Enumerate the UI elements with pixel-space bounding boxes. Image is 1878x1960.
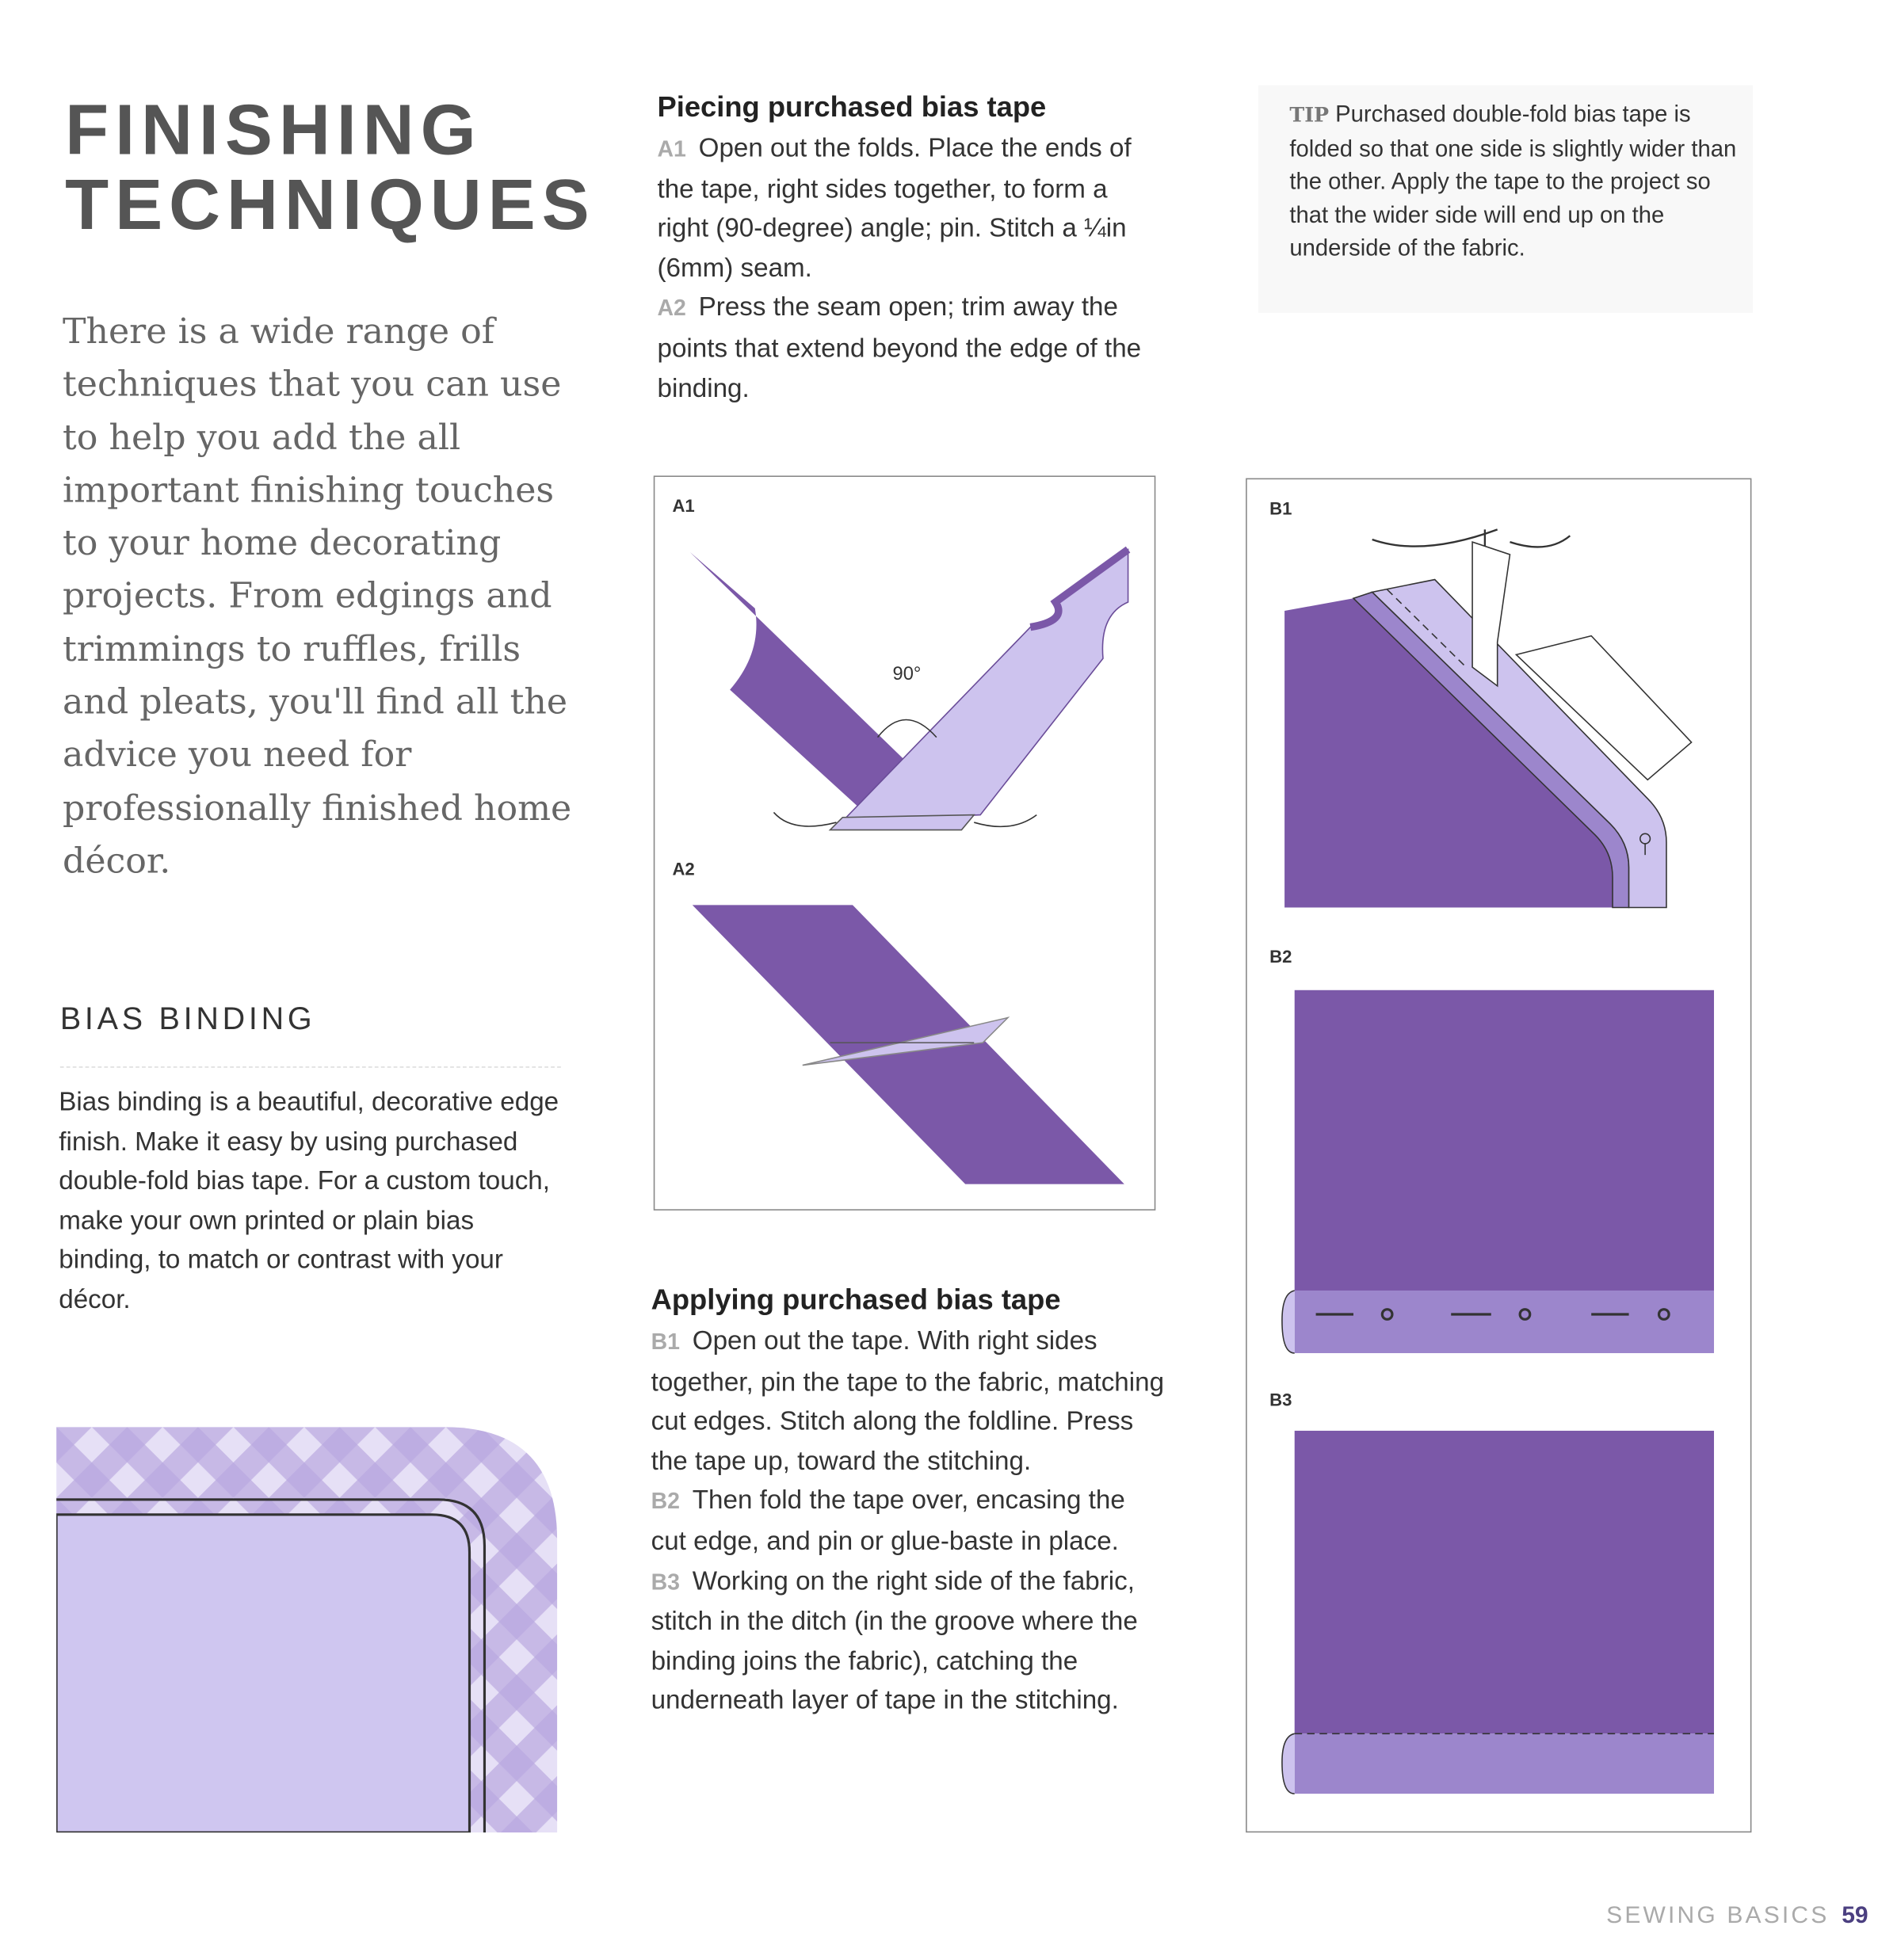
step-label: A2	[657, 296, 686, 322]
step-text: Open out the folds. Place the ends of the tape, right sides together, to form a right (90-degree) angle; pin. Stitch a ¼in (6mm) seam.	[657, 134, 1132, 283]
piecing-step-a1	[658, 129, 1158, 288]
page-footer	[1606, 1903, 1868, 1931]
applying-section	[651, 1283, 1165, 1722]
step-label: B3	[651, 1569, 680, 1595]
step-text: Working on the right side of the fabric, stitch in the ditch (in the groove where the binding joins the fabric), catching the underneath layer of tape in the stitching.	[651, 1566, 1138, 1716]
step-text: Open out the tape. With right sides together, pin the tape to the fabric, matching cut edges. Stitch along the foldline. Press the tape up, toward the stitching.	[651, 1326, 1165, 1476]
tip-box	[1258, 85, 1753, 313]
bias-tape-piecing-diagram	[655, 477, 1154, 1209]
figure-label-b3: B3	[1269, 1389, 1292, 1410]
page-title	[65, 90, 596, 246]
bias-binding-body: Bias binding is a beautiful, decorative edge finish. Make it easy by using purchased double-fold bias tape. For a custom touch, make your own printed or plain bias binding, to match or contrast with your décor.	[59, 1088, 559, 1314]
footer-section: SEWING BASICS	[1606, 1902, 1830, 1929]
applying-step-b2	[651, 1481, 1165, 1562]
tip-text: Purchased double-fold bias tape is folded so that one side is slightly wider than the other. Apply the tape to the project so that the wider side will end up on the underside of the fabric.	[1289, 100, 1737, 261]
figure-a-panel	[654, 475, 1156, 1210]
figure-label-a2: A2	[672, 858, 695, 879]
title-line-2: TECHNIQUES	[65, 165, 596, 246]
applying-heading: Applying purchased bias tape	[651, 1283, 1061, 1316]
gingham-binding-illustration	[56, 1427, 559, 1832]
step-text: Press the seam open; trim away the points that extend beyond the edge of the binding.	[657, 293, 1142, 403]
step-text: Then fold the tape over, encasing the cut edge, and pin or glue-baste in place.	[651, 1486, 1125, 1556]
step-label: B1	[651, 1329, 680, 1355]
figure-label-a1: A1	[672, 495, 695, 516]
title-line-1: FINISHING	[65, 90, 483, 170]
applying-step-b1	[651, 1321, 1165, 1481]
intro-text: There is a wide range of techniques that you can use to help you add the all important finishing touches to your home decorating projects. From edgings and trimmings to ruffles, frills and pleats, you'll find all the advice you need for professionally finished home décor.	[63, 310, 572, 882]
step-label: A1	[657, 136, 686, 162]
divider	[60, 1066, 561, 1068]
piecing-section	[658, 90, 1158, 409]
tip-label: TIP	[1289, 102, 1330, 127]
applying-step-b3	[651, 1562, 1165, 1721]
piecing-heading: Piecing purchased bias tape	[657, 90, 1047, 123]
step-label: B2	[651, 1489, 680, 1514]
page-number: 59	[1842, 1902, 1868, 1929]
bias-tape-applying-diagram	[1247, 479, 1750, 1831]
figure-b-panel	[1246, 479, 1751, 1833]
bias-binding-heading: BIAS BINDING	[59, 1001, 316, 1037]
figure-label-b1: B1	[1269, 498, 1292, 519]
piecing-step-a2	[658, 288, 1158, 408]
figure-label-b2: B2	[1269, 946, 1292, 967]
angle-label: 90°	[892, 663, 922, 684]
